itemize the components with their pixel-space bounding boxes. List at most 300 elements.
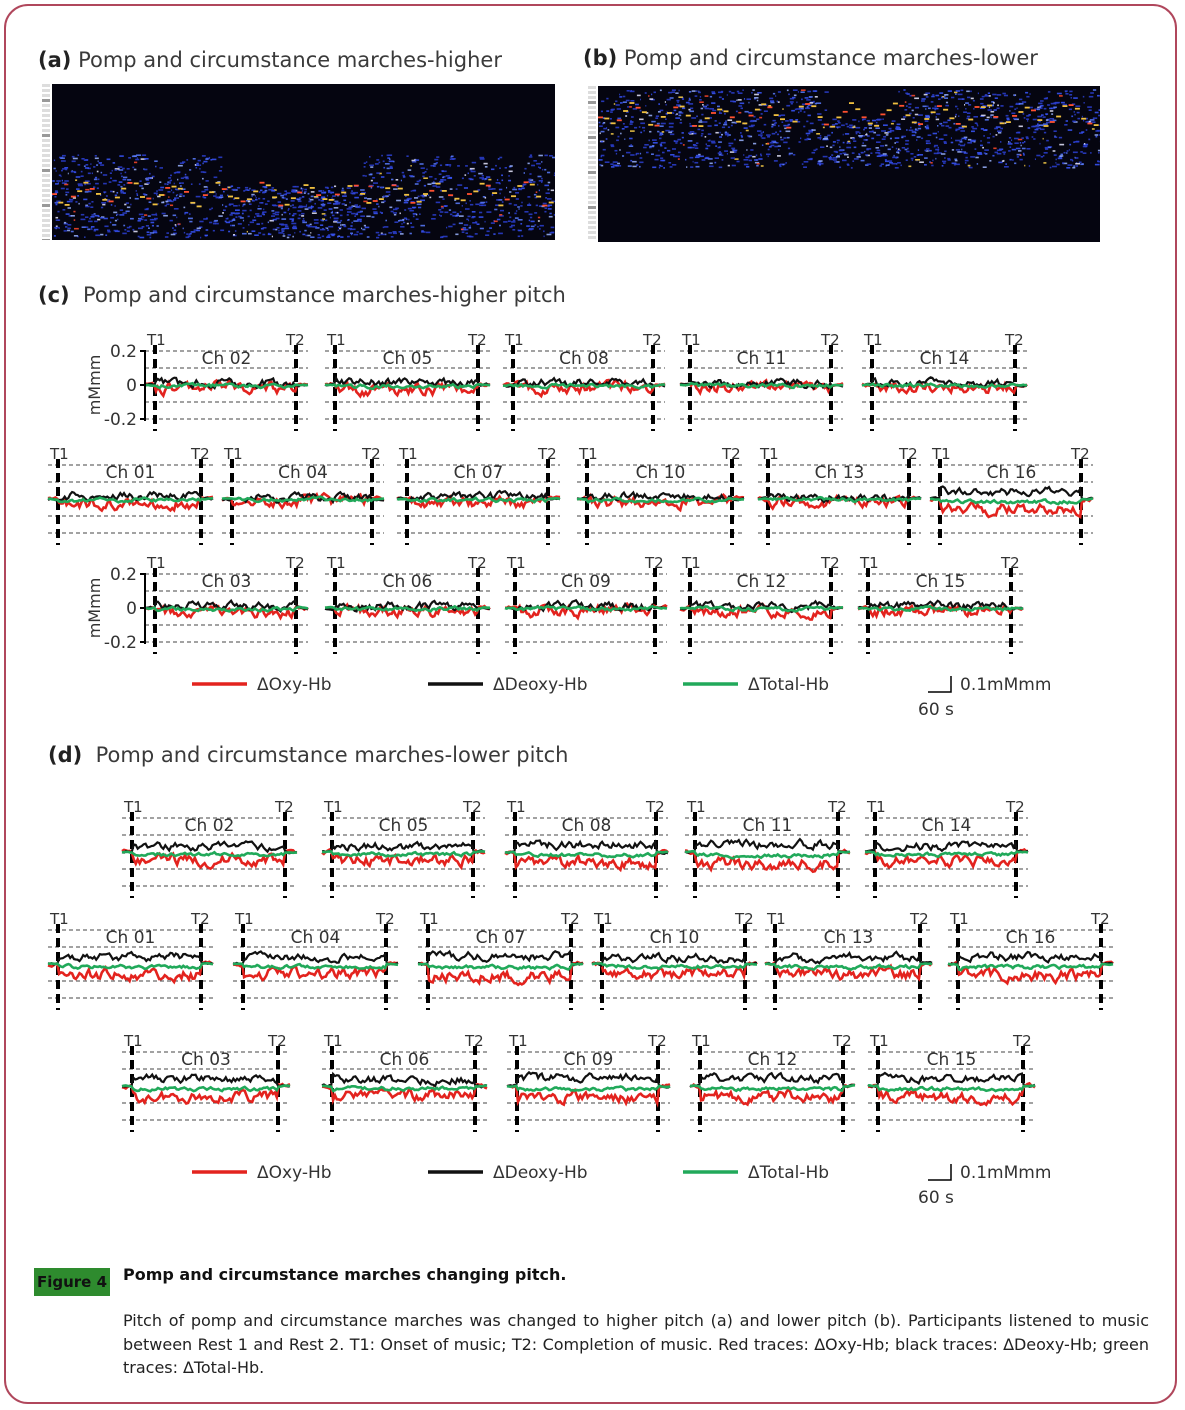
spectrogram-note: [774, 160, 778, 162]
spectrogram-note: [403, 175, 406, 177]
spectrogram-note: [763, 131, 764, 133]
spectrogram-note: [369, 156, 371, 158]
spectrogram-note: [389, 207, 392, 209]
spectrogram-note: [328, 190, 330, 192]
spectrogram-note: [500, 193, 501, 195]
spectrogram-note: [1068, 164, 1073, 166]
spectrogram-note: [103, 218, 108, 220]
legend: [192, 1163, 1051, 1208]
spectrogram-note: [74, 235, 78, 237]
spectrogram-note: [168, 196, 169, 198]
spectrogram-note: [255, 199, 258, 201]
onset-label: T1: [864, 331, 883, 349]
spectrogram-note: [492, 188, 496, 190]
spectrogram-note: [853, 140, 856, 142]
spectrogram-note: [62, 180, 63, 182]
spectrogram-note: [230, 214, 233, 216]
spectrogram-note: [293, 186, 296, 188]
spectrogram-note: [796, 108, 800, 110]
spectrogram-note: [113, 191, 115, 193]
spectrogram-note: [649, 131, 651, 133]
spectrogram-note: [630, 91, 635, 93]
spectrogram-note: [292, 236, 294, 238]
spectrogram-note: [688, 100, 689, 102]
spectrogram-note: [376, 172, 380, 174]
spectrogram-note: [744, 159, 749, 161]
spectrogram-note: [390, 166, 393, 168]
spectrogram-note: [889, 128, 892, 130]
spectrogram-note: [980, 145, 983, 147]
spectrogram-note: [1043, 138, 1044, 140]
spectrogram-note: [914, 156, 917, 158]
spectrogram-note: [926, 148, 930, 150]
piano-key: [42, 109, 50, 112]
spectrogram-note: [155, 166, 156, 168]
spectrogram-note: [1071, 97, 1072, 99]
spectrogram-note: [372, 208, 376, 210]
spectrogram-note: [777, 101, 778, 103]
spectrogram-note: [444, 205, 446, 207]
spectrogram-note: [715, 132, 718, 134]
spectrogram-note: [805, 97, 809, 99]
onset-label: T1: [692, 1032, 711, 1050]
spectrogram-note: [432, 182, 436, 184]
completion-label: T2: [821, 331, 840, 349]
spectrogram-note: [90, 206, 93, 208]
spectrogram-note: [106, 195, 108, 197]
spectrogram-note: [778, 101, 780, 103]
spectrogram-note: [1075, 157, 1076, 159]
spectrogram-note: [331, 235, 334, 237]
spectrogram-note: [314, 222, 319, 224]
oxy-trace: [507, 1084, 670, 1104]
spectrogram-note: [400, 233, 404, 235]
spectrogram-note: [704, 106, 706, 108]
melody-note: [115, 197, 120, 199]
legend: [192, 675, 1051, 720]
spectrogram-note: [283, 194, 287, 196]
spectrogram-note: [1035, 129, 1039, 131]
spectrogram-note: [756, 165, 759, 167]
spectrogram-note: [686, 166, 687, 168]
spectrogram-note: [81, 158, 84, 160]
spectrogram-note: [314, 203, 316, 205]
panel-a-title: [38, 48, 502, 72]
spectrogram-note: [376, 159, 379, 161]
spectrogram-note: [85, 206, 90, 208]
channel-plot-ch16: [930, 445, 1093, 545]
spectrogram-note: [393, 231, 397, 233]
spectrogram-note: [756, 119, 759, 121]
spectrogram-note: [446, 227, 447, 229]
channel-plot-ch04: [233, 910, 398, 1010]
spectrogram-note: [515, 217, 519, 219]
spectrogram-note: [347, 208, 352, 210]
spectrogram-note: [146, 179, 149, 181]
spectrogram-note: [95, 155, 97, 157]
spectrogram-note: [416, 218, 419, 220]
spectrogram-note: [734, 158, 738, 160]
spectrogram-note: [750, 149, 753, 151]
spectrogram-note: [615, 165, 619, 167]
spectrogram-note: [547, 198, 552, 200]
spectrogram-note: [707, 104, 709, 106]
spectrogram-note: [475, 204, 479, 206]
spectrogram-note: [992, 94, 996, 96]
channel-plot-ch02: [122, 798, 297, 898]
spectrogram-note: [199, 221, 203, 223]
spectrogram-note: [499, 214, 502, 216]
melody-note: [549, 202, 554, 204]
completion-label: T2: [286, 554, 305, 572]
spectrogram-note: [973, 100, 975, 102]
spectrogram-note: [745, 111, 749, 113]
spectrogram-note: [324, 209, 327, 211]
spectrogram-note: [627, 106, 629, 108]
spectrogram-note: [599, 159, 603, 161]
melody-note: [197, 206, 202, 208]
spectrogram-note: [510, 165, 513, 167]
spectrogram-note: [373, 182, 378, 184]
spectrogram-note: [327, 202, 331, 204]
spectrogram-note: [184, 232, 185, 234]
melody-note: [159, 194, 164, 196]
melody-note: [1000, 122, 1005, 124]
spectrogram-note: [386, 172, 391, 174]
spectrogram-note: [543, 231, 545, 233]
spectrogram-note: [431, 218, 436, 220]
spectrogram-note: [65, 226, 67, 228]
spectrogram-note: [165, 205, 167, 207]
spectrogram-note: [699, 156, 704, 158]
spectrogram-note: [698, 92, 701, 94]
melody-note: [102, 199, 107, 201]
spectrogram-note: [276, 218, 280, 220]
spectrogram-note: [636, 154, 637, 156]
spectrogram-note: [304, 189, 307, 191]
spectrogram-note: [256, 197, 257, 199]
spectrogram-note: [470, 168, 475, 170]
spectrogram-note: [422, 196, 424, 198]
spectrogram-note: [544, 155, 548, 157]
spectrogram-note: [905, 140, 909, 142]
completion-label: T2: [735, 910, 754, 928]
spectrogram-note: [130, 218, 134, 220]
spectrogram-note: [742, 89, 743, 91]
melody-note: [698, 125, 703, 127]
spectrogram-note: [360, 189, 365, 191]
spectrogram-note: [385, 163, 390, 165]
spectrogram-note: [492, 194, 493, 196]
spectrogram-note: [291, 200, 295, 202]
spectrogram-note: [308, 207, 312, 209]
spectrogram-note: [202, 163, 203, 165]
spectrogram-note: [271, 215, 275, 217]
spectrogram-note: [526, 225, 530, 227]
spectrogram-note: [422, 172, 425, 174]
channel-label: Ch 05: [382, 349, 433, 369]
legend-label-deoxy: ΔDeoxy-Hb: [493, 1163, 588, 1183]
spectrogram-note: [232, 219, 236, 221]
spectrogram-note: [357, 213, 358, 215]
channel-plot-ch12: [690, 1032, 855, 1132]
spectrogram-note: [243, 220, 244, 222]
spectrogram-note: [691, 117, 696, 119]
spectrogram-note: [863, 129, 865, 131]
spectrogram-note: [498, 233, 503, 235]
spectrogram-note: [1069, 91, 1072, 93]
spectrogram-note: [310, 224, 312, 226]
melody-note: [153, 204, 158, 206]
spectrogram-note: [921, 98, 925, 100]
scale-bar: [928, 1164, 951, 1180]
spectrogram-note: [263, 209, 264, 211]
piano-key: [42, 189, 50, 192]
spectrogram-note: [509, 217, 511, 219]
spectrogram-note: [115, 195, 117, 197]
spectrogram-note: [95, 158, 99, 160]
spectrogram-note: [905, 101, 907, 103]
spectrogram-note: [378, 206, 379, 208]
spectrogram-note: [848, 142, 851, 144]
spectrogram-note: [149, 201, 152, 203]
spectrogram-note: [846, 123, 848, 125]
spectrogram-note: [912, 131, 916, 133]
melody-note: [461, 199, 466, 201]
spectrogram-note: [248, 224, 249, 226]
spectrogram-note: [727, 153, 728, 155]
spectrogram-note: [243, 227, 245, 229]
spectrogram-note: [733, 150, 737, 152]
spectrogram-note: [801, 91, 805, 93]
channel-label: Ch 03: [201, 572, 252, 592]
spectrogram-note: [689, 99, 691, 101]
spectrogram-note: [936, 113, 940, 115]
spectrogram-note: [529, 173, 531, 175]
spectrogram-note: [140, 237, 145, 239]
spectrogram-note: [478, 173, 483, 175]
channel-plot-ch08: [503, 331, 665, 431]
spectrogram-note: [834, 161, 836, 163]
spectrogram-note: [185, 174, 187, 176]
spectrogram-note: [301, 215, 304, 217]
spectrogram-note: [57, 211, 59, 213]
piano-key: [588, 216, 596, 219]
spectrogram-note: [271, 210, 274, 212]
channel-plot-ch06: [325, 554, 490, 654]
spectrogram-note: [456, 188, 458, 190]
spectrogram-note: [163, 215, 168, 217]
spectrogram-note: [56, 180, 61, 182]
spectrogram-note: [645, 92, 647, 94]
spectrogram-note: [502, 201, 504, 203]
spectrogram-note: [355, 204, 359, 206]
spectrogram-note: [1099, 109, 1101, 111]
total-trace: [322, 851, 485, 856]
spectrogram-note: [380, 212, 382, 214]
spectrogram-note: [990, 133, 991, 135]
spectrogram-note: [913, 117, 915, 119]
spectrogram-note: [915, 114, 918, 116]
spectrogram-note: [554, 172, 555, 174]
spectrogram-note: [936, 119, 939, 121]
spectrogram-note: [273, 229, 276, 231]
melody-note: [761, 103, 766, 105]
spectrogram-note: [180, 193, 183, 195]
piano-key: [42, 164, 50, 167]
spectrogram-note: [366, 216, 370, 218]
spectrogram-note: [205, 161, 206, 163]
spectrogram-note: [329, 208, 333, 210]
spectrogram-note: [495, 165, 497, 167]
spectrogram-note: [152, 225, 154, 227]
spectrogram-note: [334, 207, 339, 209]
melody-note: [423, 193, 428, 195]
spectrogram-note: [233, 234, 235, 236]
spectrogram-note: [1073, 165, 1075, 167]
spectrogram-note: [977, 152, 982, 154]
spectrogram-note: [766, 154, 771, 156]
spectrogram-note: [199, 168, 200, 170]
spectrogram-note: [1033, 126, 1036, 128]
spectrogram-note: [831, 132, 833, 134]
spectrogram-note: [958, 98, 963, 100]
spectrogram-note: [635, 104, 639, 106]
spectrogram-note: [611, 166, 615, 168]
spectrogram-note: [787, 137, 790, 139]
spectrogram-note: [139, 219, 143, 221]
spectrogram-note: [105, 234, 107, 236]
piano-key: [588, 151, 596, 154]
spectrogram-note: [993, 148, 996, 150]
spectrogram-note: [1053, 150, 1056, 152]
spectrogram-note: [517, 206, 520, 208]
spectrogram-note: [712, 110, 716, 112]
spectrogram-note: [77, 195, 79, 197]
deoxy-trace: [48, 952, 213, 964]
spectrogram-note: [456, 203, 460, 205]
melody-note: [65, 204, 70, 206]
melody-note: [379, 198, 384, 200]
spectrogram-note: [499, 189, 502, 191]
spectrogram-note: [485, 234, 489, 236]
spectrogram-note: [854, 158, 859, 160]
spectrogram-note: [299, 197, 302, 199]
spectrogram-note: [837, 142, 838, 144]
spectrogram-note: [538, 155, 543, 157]
spectrogram-note: [738, 105, 742, 107]
spectrogram-note: [227, 218, 229, 220]
melody-note: [304, 184, 309, 186]
spectrogram-note: [548, 208, 552, 210]
melody-note: [705, 117, 710, 119]
piano-key: [588, 141, 596, 144]
spectrogram-note: [73, 158, 78, 160]
deoxy-trace: [507, 1072, 670, 1087]
melody-note: [83, 182, 88, 184]
spectrogram-note: [1084, 102, 1085, 104]
spectrogram-note: [649, 140, 650, 142]
spectrogram-note: [1023, 153, 1025, 155]
melody-note: [134, 183, 139, 185]
spectrogram-note: [65, 192, 69, 194]
spectrogram-note: [1051, 113, 1053, 115]
spectrogram-note: [400, 213, 401, 215]
spectrogram-note: [255, 213, 259, 215]
spectrogram-note: [767, 143, 769, 145]
spectrogram-note: [944, 97, 948, 99]
spectrogram-note: [756, 155, 757, 157]
spectrogram-note: [934, 109, 936, 111]
spectrogram-note: [354, 197, 359, 199]
completion-label: T2: [643, 331, 662, 349]
spectrogram-note: [892, 146, 894, 148]
spectrogram-note: [912, 159, 913, 161]
spectrogram-note: [420, 163, 424, 165]
spectrogram-note: [862, 145, 867, 147]
spectrogram-note: [680, 143, 683, 145]
spectrogram-note: [196, 167, 198, 169]
spectrogram-note: [1012, 149, 1016, 151]
spectrogram-note: [1014, 142, 1018, 144]
spectrogram-note: [354, 215, 356, 217]
spectrogram-note: [284, 212, 287, 214]
spectrogram-note: [825, 91, 829, 93]
spectrogram-note: [701, 114, 703, 116]
spectrogram-note: [809, 158, 813, 160]
panel-b-title-text: Pomp and circumstance marches-lower: [623, 46, 1038, 70]
spectrogram-note: [1007, 119, 1010, 121]
spectrogram-note: [56, 217, 59, 219]
spectrogram-note: [376, 203, 379, 205]
spectrogram-note: [119, 155, 124, 157]
spectrogram-note: [782, 164, 784, 166]
melody-note: [642, 111, 647, 113]
spectrogram-note: [252, 195, 253, 197]
spectrogram-note: [813, 90, 818, 92]
deoxy-trace: [930, 487, 1093, 500]
spectrogram-note: [949, 127, 952, 129]
spectrogram-note: [514, 213, 516, 215]
channel-label: Ch 03: [181, 1050, 231, 1070]
spectrogram-note: [1073, 97, 1078, 99]
spectrogram-note: [439, 196, 444, 198]
spectrogram-note: [666, 104, 667, 106]
spectrogram-note: [150, 219, 154, 221]
spectrogram-note: [717, 106, 720, 108]
spectrogram-note: [660, 90, 662, 92]
spectrogram-note: [1064, 152, 1066, 154]
spectrogram-note: [449, 177, 452, 179]
spectrogram-note: [818, 119, 822, 121]
spectrogram-note: [468, 216, 471, 218]
spectrogram-note: [439, 173, 442, 175]
spectrogram-note: [180, 185, 182, 187]
spectrogram-note: [948, 90, 952, 92]
onset-label: T1: [327, 331, 346, 349]
spectrogram-note: [836, 156, 840, 158]
spectrogram-note: [651, 94, 652, 96]
total-trace: [865, 852, 1028, 857]
spectrogram-note: [989, 107, 990, 109]
spectrogram-note: [616, 104, 620, 106]
spectrogram-note: [185, 212, 189, 214]
spectrogram-note: [764, 124, 767, 126]
spectrogram-note: [485, 197, 487, 199]
channel-label: Ch 01: [105, 928, 156, 948]
spectrogram-note: [154, 193, 158, 195]
spectrogram-note: [531, 221, 535, 223]
